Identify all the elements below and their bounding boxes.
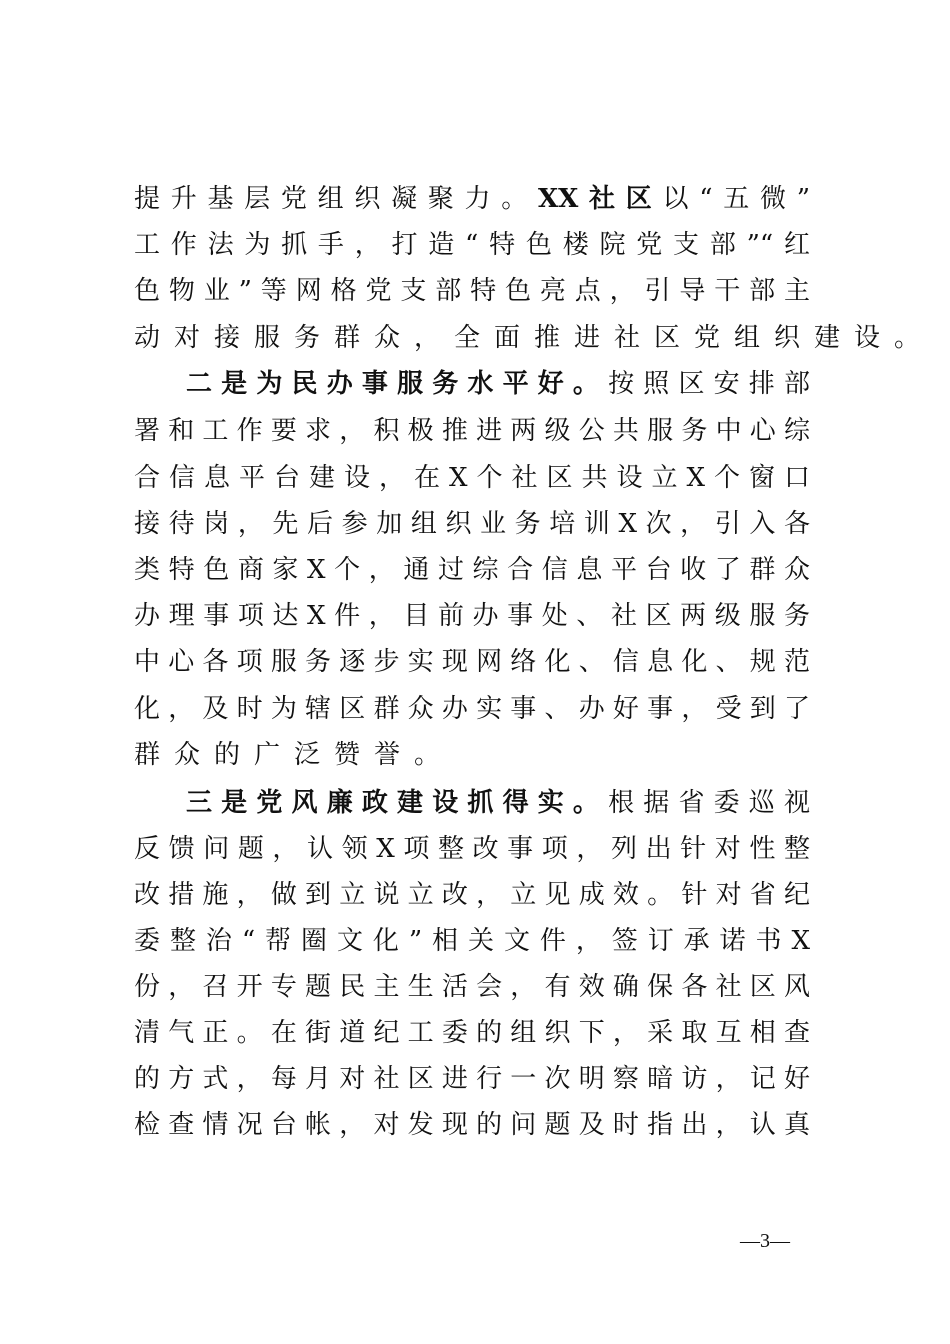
paragraph-line [134, 686, 810, 732]
bold-text-run: XX社区 [537, 184, 663, 214]
bold-text-run: 二是为民办事服务水平好。 [186, 369, 609, 399]
text-run: 的方式，每月对社区进行一次明察暗访，记好 [134, 1064, 810, 1094]
paragraph-line [134, 455, 810, 501]
text-run: 动对接服务群众，全面推进社区党组织建设。 [134, 323, 935, 353]
text-run: 以“五微” [662, 184, 810, 214]
paragraph-line [134, 1102, 810, 1148]
text-run: 提升基层党组织凝聚力。 [134, 184, 538, 214]
paragraph-line [134, 268, 810, 314]
text-run: 按照区安排部 [608, 369, 810, 399]
text-run: 接待岗，先后参加组织业务培训X次，引入各 [134, 509, 810, 539]
paragraph-line [186, 361, 810, 407]
text-run: 委整治“帮圈文化”相关文件，签订承诺书X [134, 926, 810, 956]
text-run: 检查情况台帐，对发现的问题及时指出，认真 [134, 1110, 810, 1140]
paragraph-line [134, 222, 810, 268]
paragraph-line [134, 315, 935, 361]
text-run: 中心各项服务逐步实现网络化、信息化、规范 [134, 647, 810, 677]
paragraph-line [134, 547, 810, 593]
text-run: 反馈问题，认领X项整改事项，列出针对性整 [134, 834, 810, 864]
paragraph-line [134, 872, 810, 918]
text-run: 改措施，做到立说立改，立见成效。针对省纪 [134, 880, 810, 910]
text-run: 化，及时为辖区群众办实事、办好事，受到了 [134, 694, 810, 724]
text-run: 办理事项达X件，目前办事处、社区两级服务 [134, 601, 810, 631]
text-run: 署和工作要求，积极推进两级公共服务中心综 [134, 416, 810, 446]
paragraph-line [134, 593, 810, 639]
paragraph-line [134, 964, 810, 1010]
text-run: 色物业”等网格党支部特色亮点，引导干部主 [134, 276, 810, 306]
text-run: 工作法为抓手，打造“特色楼院党支部”“红 [134, 230, 810, 260]
paragraph-line [134, 501, 810, 547]
paragraph-line [134, 639, 810, 685]
paragraph-line [134, 918, 810, 964]
paragraph-line [134, 176, 810, 222]
paragraph-line [134, 826, 810, 872]
text-run: 根据省委巡视 [608, 788, 810, 818]
text-run: 群众的广泛赞誉。 [134, 740, 455, 770]
paragraph-line [134, 1010, 810, 1056]
paragraph-line [134, 408, 810, 454]
text-run: 份，召开专题民主生活会，有效确保各社区风 [134, 972, 810, 1002]
paragraph-line [186, 780, 810, 826]
bold-text-run: 三是党风廉政建设抓得实。 [186, 788, 609, 818]
text-run: 合信息平台建设，在X个社区共设立X个窗口 [134, 463, 810, 493]
paragraph-line [134, 732, 810, 778]
page-number: —3— [740, 1230, 790, 1252]
paragraph-line [134, 1056, 810, 1102]
text-run: 清气正。在街道纪工委的组织下，采取互相查 [134, 1018, 810, 1048]
text-run: 类特色商家X个，通过综合信息平台收了群众 [134, 555, 810, 585]
